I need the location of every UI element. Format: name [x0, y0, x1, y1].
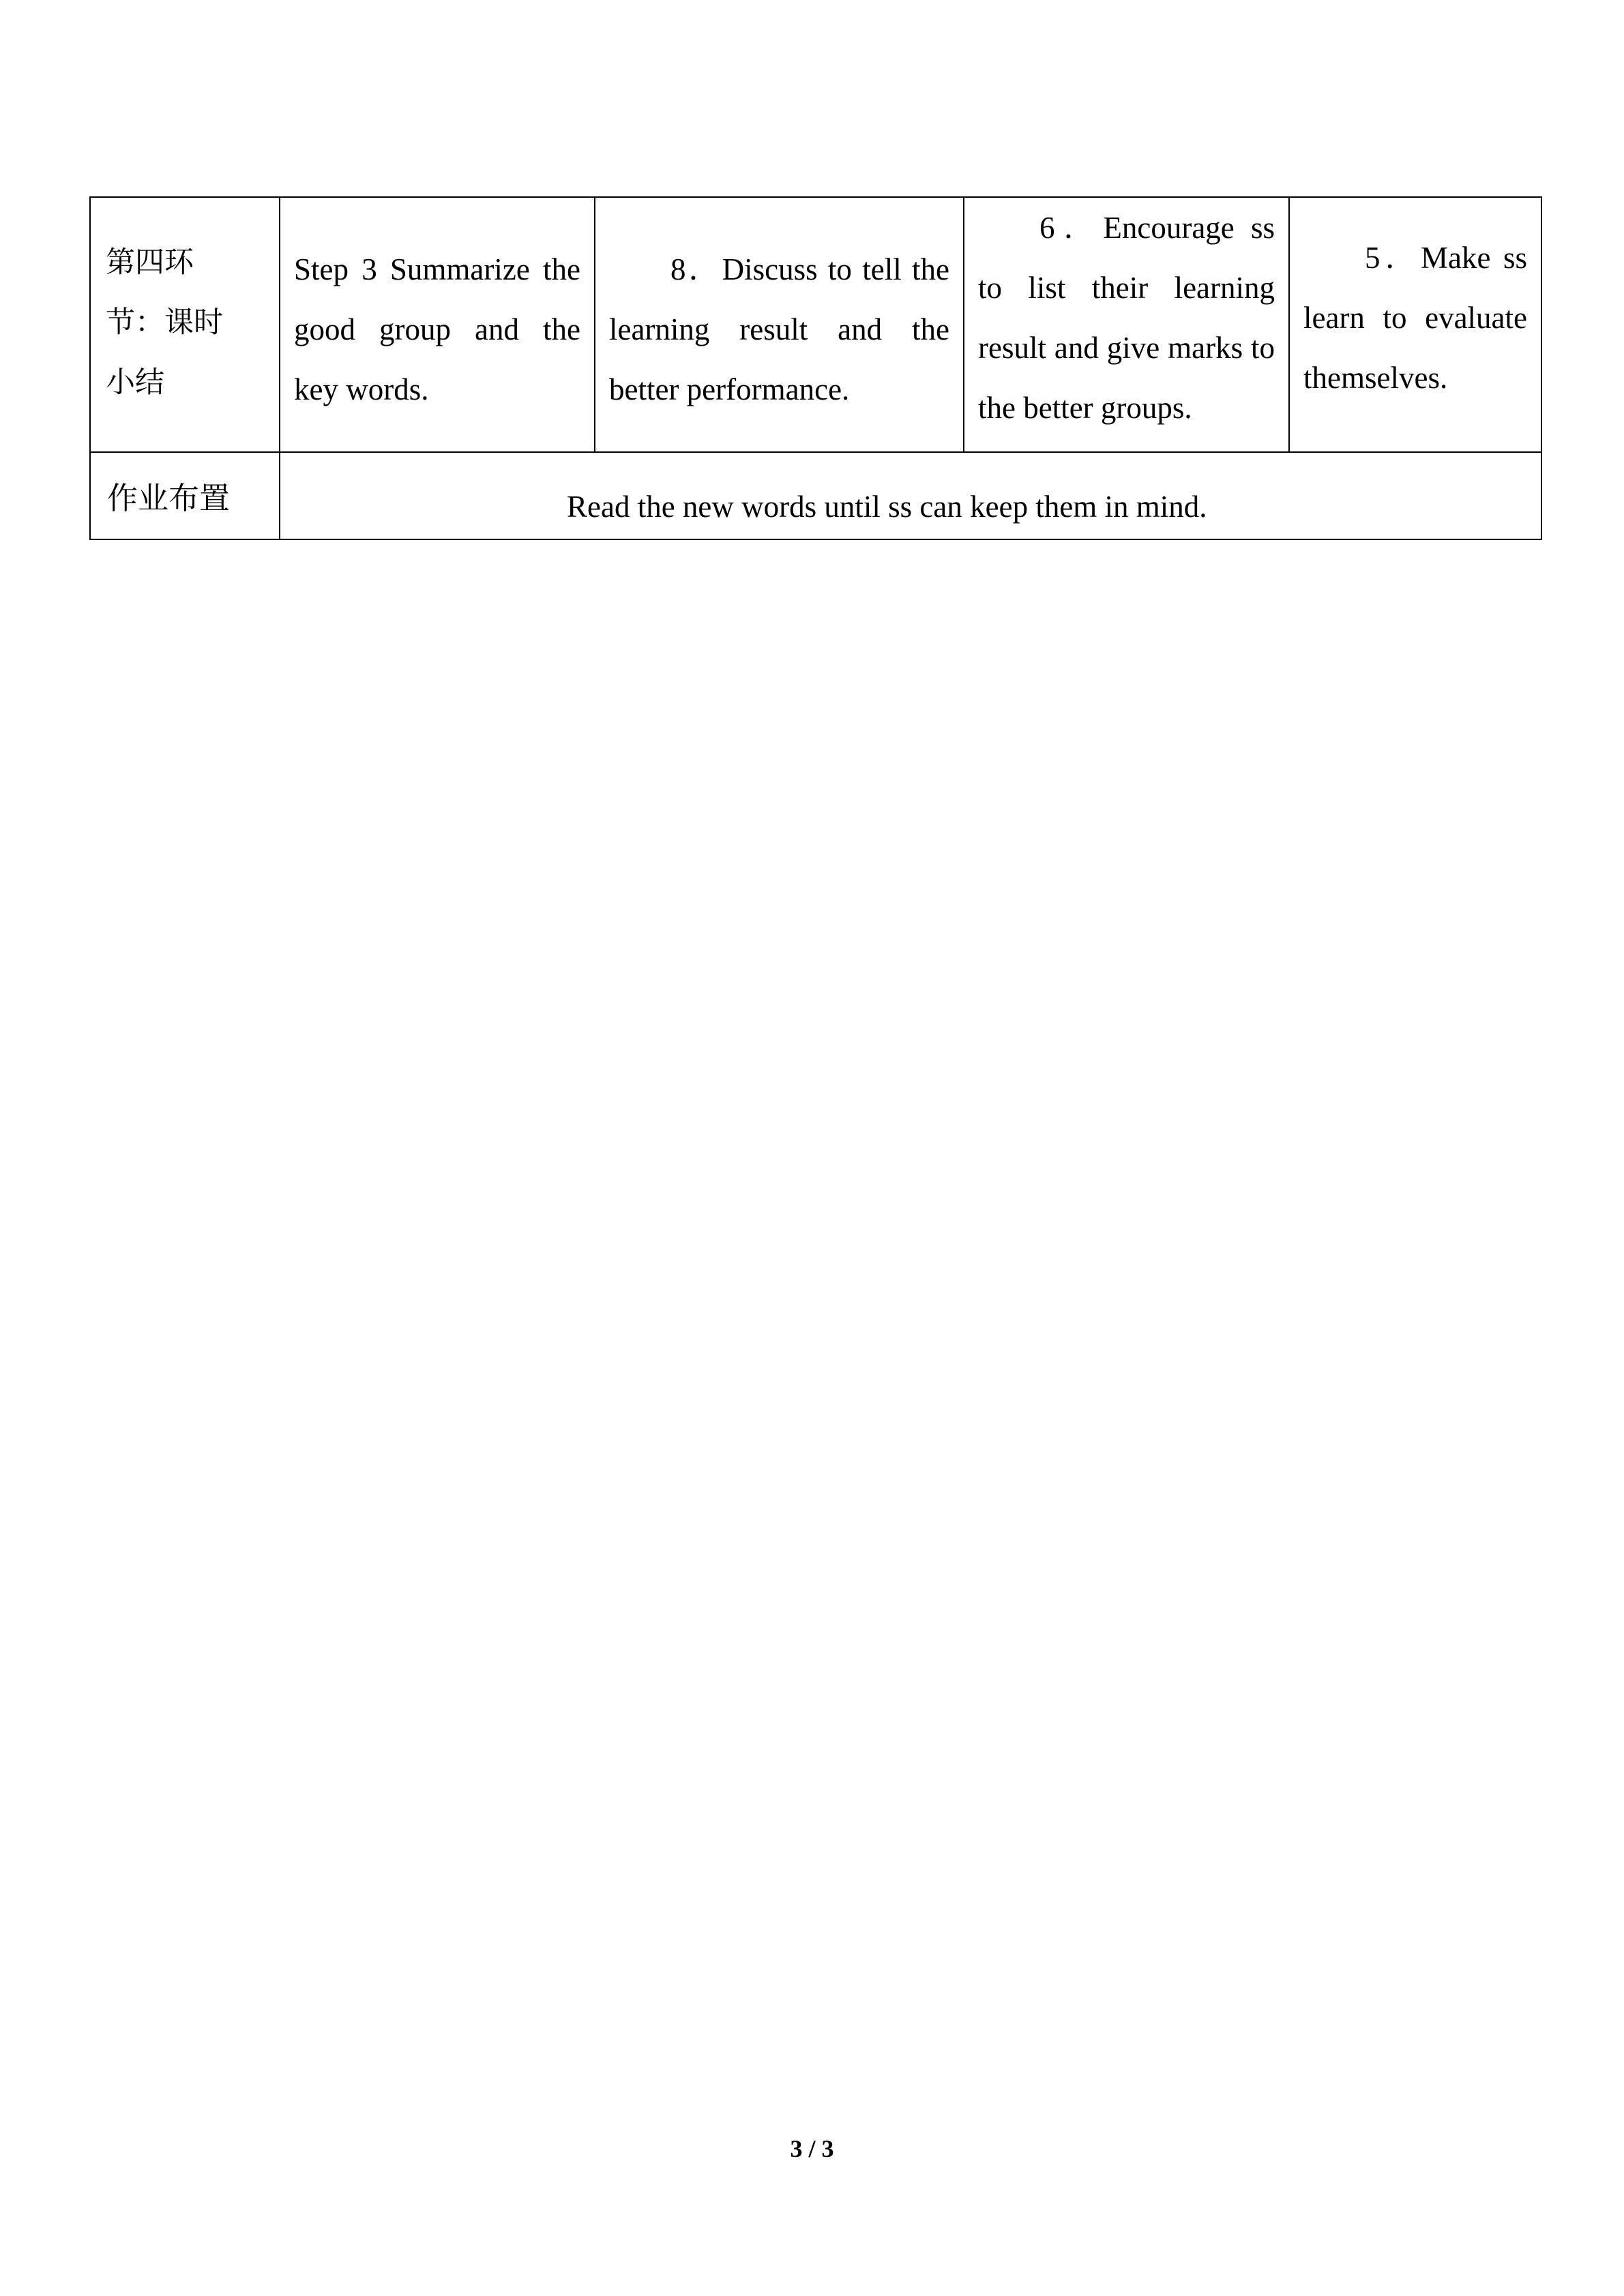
stage-line: 第四环 [106, 245, 194, 280]
stage-line: 节：课时 [106, 305, 223, 340]
table-row [90, 452, 1541, 539]
step-cell [280, 197, 595, 452]
stage-line: 小结 [106, 366, 164, 400]
table-row [90, 197, 1541, 452]
teacher-activity-text: 6．Encourage ss to list their learning result and give marks to the better groups. [978, 211, 1275, 425]
step-text: Step 3 Summarize the good group and the key words. [294, 252, 580, 406]
page-number: 3 / 3 [790, 2135, 834, 2162]
homework-text: Read the new words until ss can keep them in mind. [280, 452, 1541, 539]
stage-cell [90, 197, 280, 452]
student-activity-text: 8．Discuss to tell the learning result and the better performance. [609, 252, 949, 406]
teacher-activity-cell [964, 197, 1289, 452]
homework-label: 作业布置 [90, 452, 280, 539]
student-activity-cell [595, 197, 964, 452]
purpose-cell [1289, 197, 1541, 452]
purpose-text: 5．Make ss learn to evaluate themselves. [1303, 241, 1527, 395]
lesson-plan-table [89, 196, 1542, 540]
